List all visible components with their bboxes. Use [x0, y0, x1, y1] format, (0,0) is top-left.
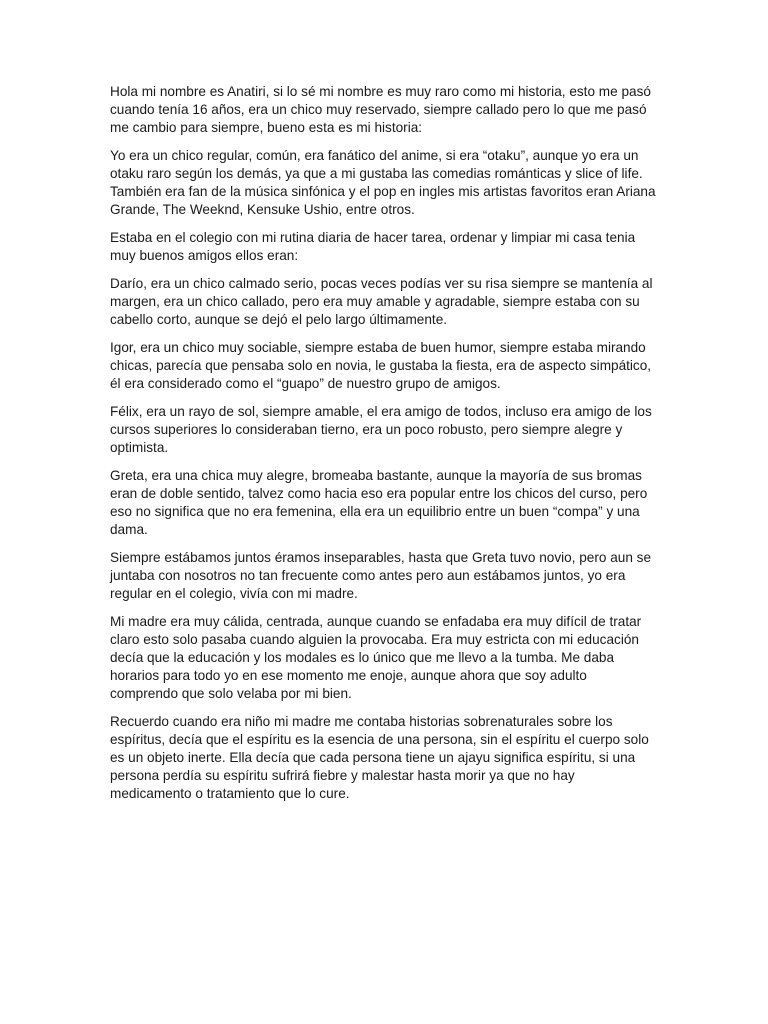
paragraph-school: Estaba en el colegio con mi rutina diaria de hacer tarea, ordenar y limpiar mi casa tenia muy buenos amigos ellos eran:: [110, 230, 636, 263]
paragraph-greta: Greta, era una chica muy alegre, bromeaba bastante, aunque la mayoría de sus bromas eran de doble sentido, talvez como hacia eso era popular entre los chicos del curso, pero eso no significa que no era femenina, ella era un equilibrio entre un buen “compa” y una dama.: [110, 468, 648, 537]
paragraph-mother: Mi madre era muy cálida, centrada, aunque cuando se enfadaba era muy difícil de tratar claro esto solo pasaba cuando alguien la provocaba. Era muy estricta con mi educación decía que la educación y los modales es lo único que me llevo a la tumba. Me daba horarios para todo yo en ese momento me enoje, aunque ahora que soy adulto comprendo que solo velaba por mi bien.: [110, 614, 642, 701]
paragraph-dario: Darío, era un chico calmado serio, pocas veces podías ver su risa siempre se mantenía al margen, era un chico callado, pero era muy amable y agradable, siempre estaba con su cabello corto, aunque se dejó el pelo largo últimamente.: [110, 276, 653, 327]
document-body: [110, 83, 658, 813]
paragraph-otaku: Yo era un chico regular, común, era fanático del anime, si era “otaku”, aunque yo era un otaku raro según los demás, ya que a mi gustaba las comedias románticas y slice of life. También era fan de la música sinfónica y el pop en ingles mis artistas favoritos eran Ariana Grande, The Weeknd, Kensuke Ushio, entre otros.: [110, 148, 656, 217]
paragraph-together: Siempre estábamos juntos éramos inseparables, hasta que Greta tuvo novio, pero aun se juntaba con nosotros no tan frecuente como antes pero aun estábamos juntos, yo era regular en el colegio, vivía con mi madre.: [110, 550, 652, 601]
paragraph-spirits: Recuerdo cuando era niño mi madre me contaba historias sobrenaturales sobre los espíritus, decía que el espíritu es la esencia de una persona, sin el espíritu el cuerpo solo es un objeto inerte. Ella decía que cada persona tiene un ajayu significa espíritu, si una persona perdía su espíritu sufrirá fiebre y malestar hasta morir ya que no hay medicamento o tratamiento que lo cure.: [110, 714, 649, 801]
paragraph-felix: Félix, era un rayo de sol, siempre amable, el era amigo de todos, incluso era amigo de los cursos superiores lo consideraban tierno, era un poco robusto, pero siempre alegre y optimista.: [110, 404, 652, 455]
paragraph-intro: Hola mi nombre es Anatiri, si lo sé mi nombre es muy raro como mi historia, esto me pasó cuando tenía 16 años, era un chico muy reservado, siempre callado pero lo que me pasó me cambio para siempre, bueno esta es mi historia:: [110, 84, 651, 135]
paragraph-igor: Igor, era un chico muy sociable, siempre estaba de buen humor, siempre estaba mirando chicas, parecía que pensaba solo en novia, le gustaba la fiesta, era de aspecto simpático, él era considerado como el “guapo” de nuestro grupo de amigos.: [110, 340, 652, 391]
